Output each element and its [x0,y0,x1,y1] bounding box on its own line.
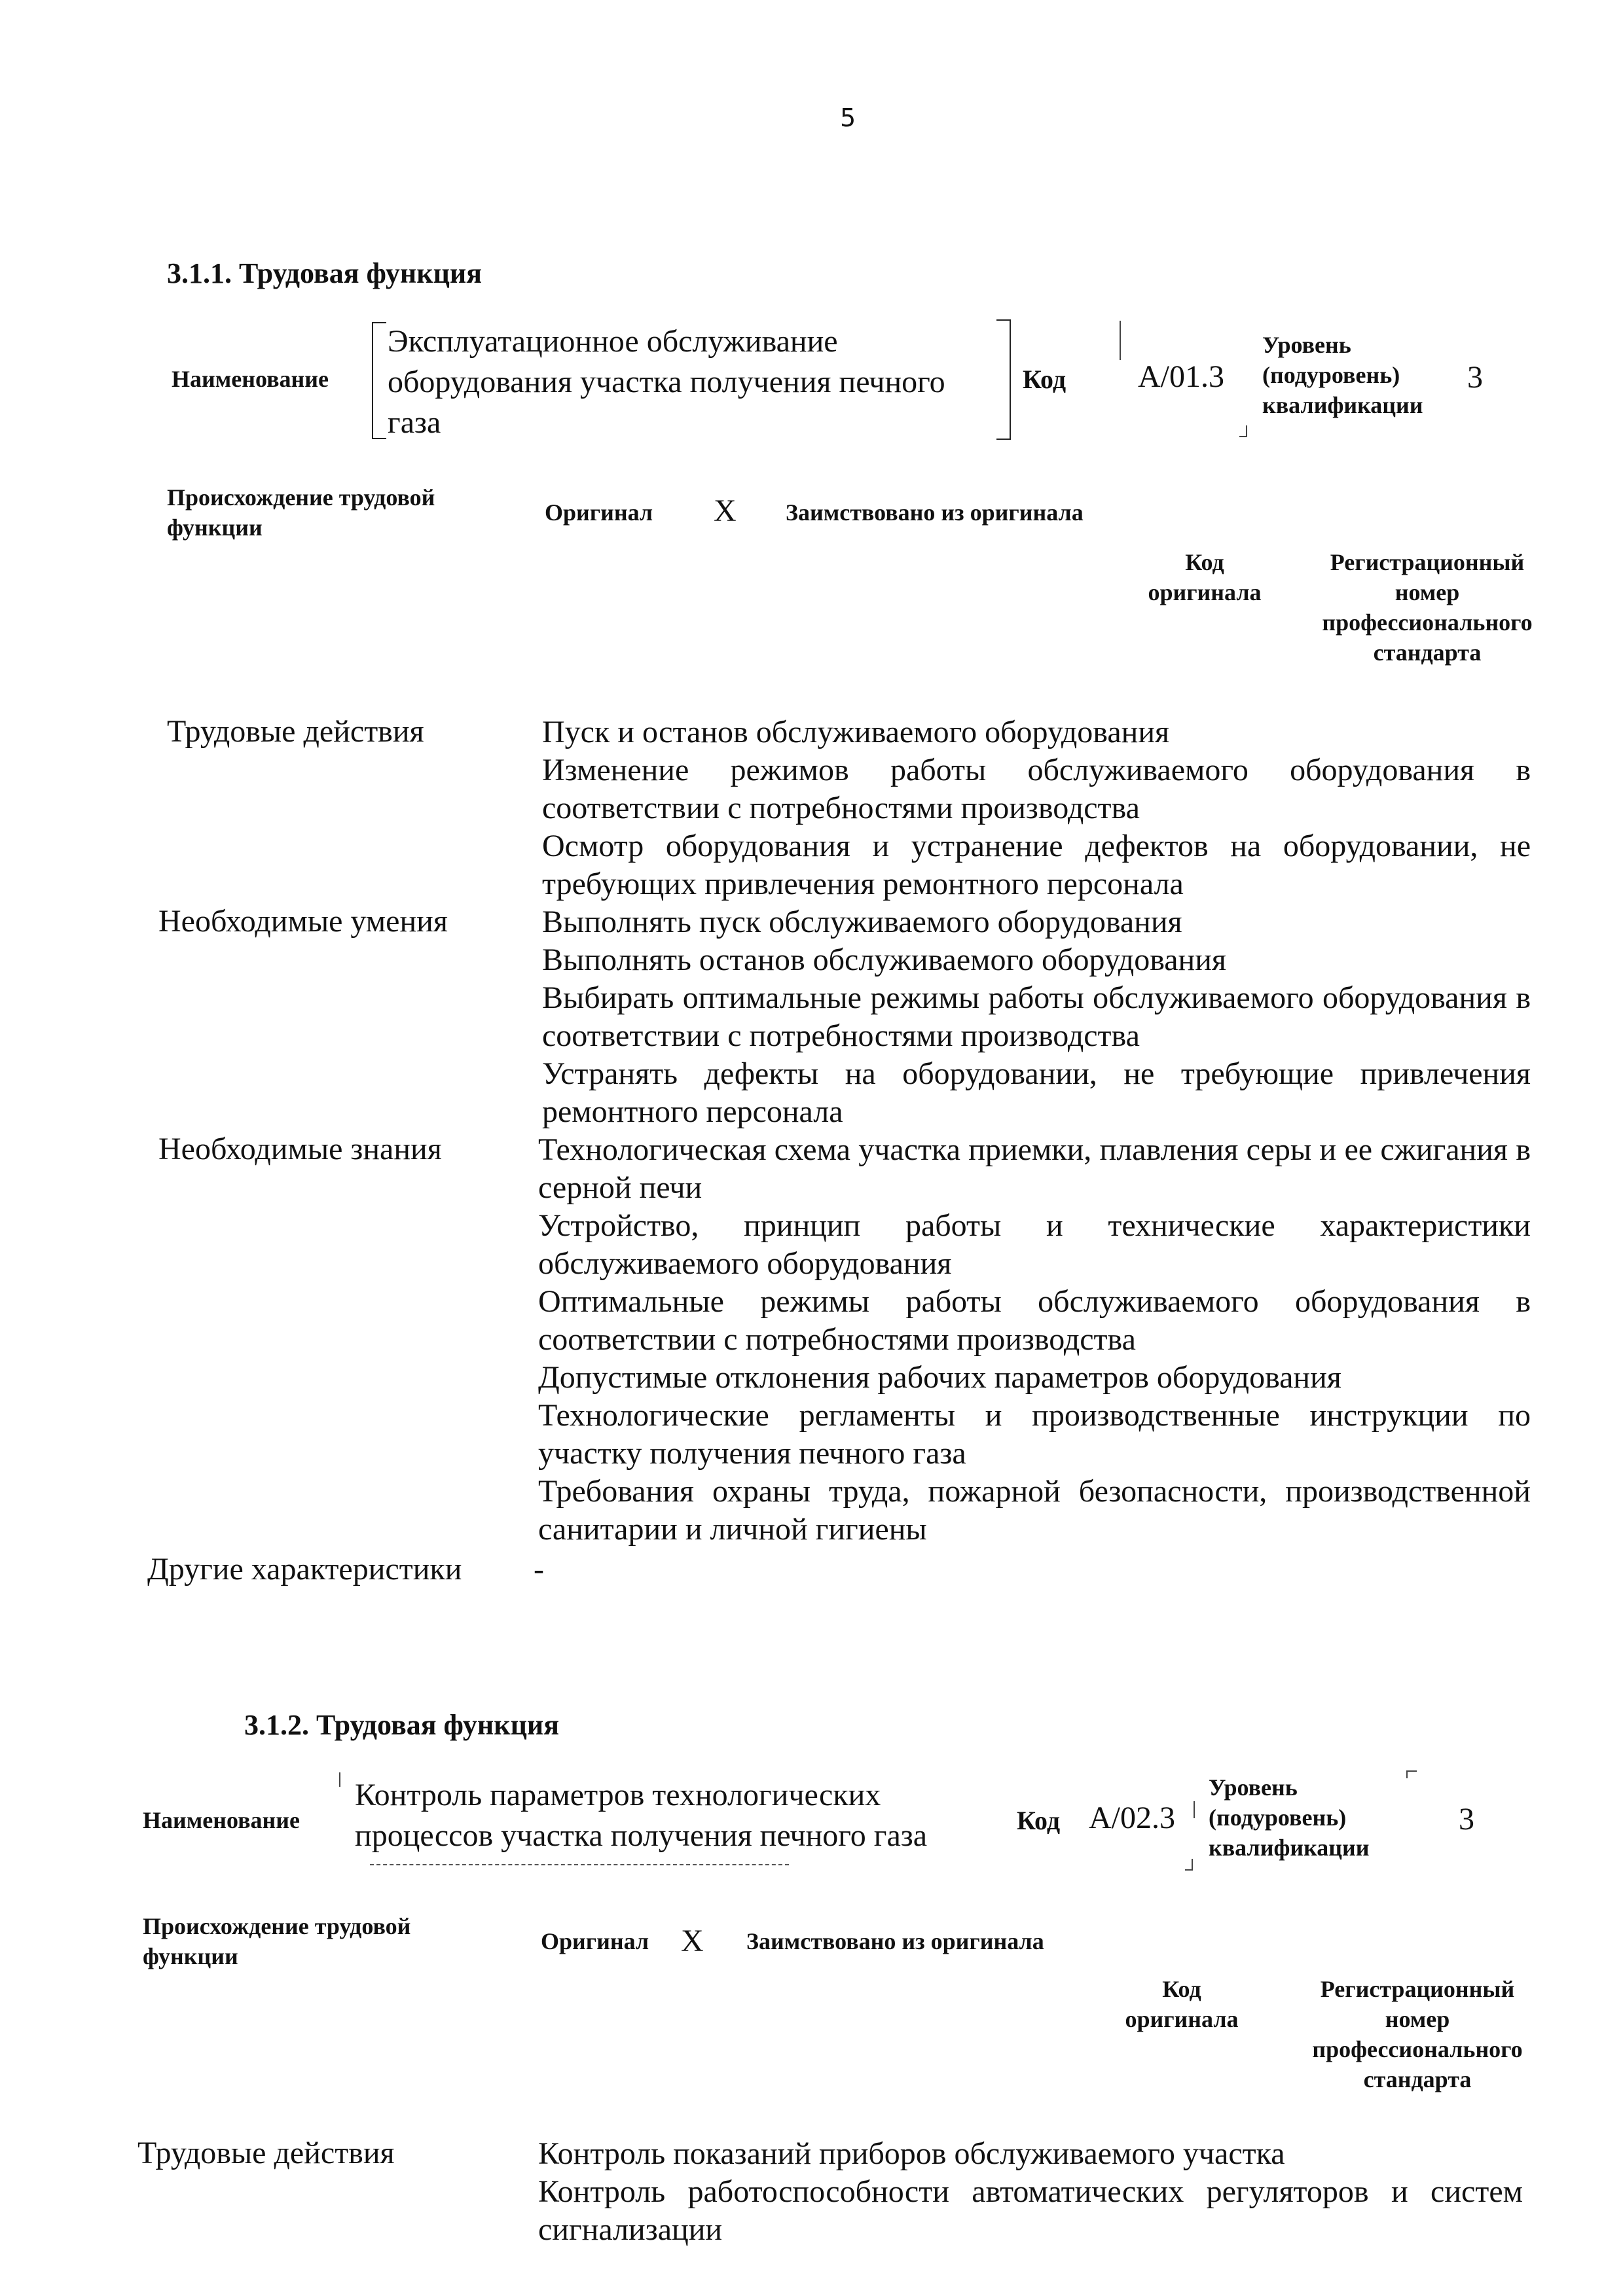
original-label: Оригинал [545,499,653,526]
name-tick [339,1772,340,1787]
origin-label: Происхождение трудовой функции [143,1913,411,1969]
list-item: Контроль показаний приборов обслуживаемого участка [538,2136,1285,2171]
code-corner [1239,425,1247,437]
list-item: Технологические регламенты и производственные инструкции по участку получения печного газа [538,1398,1531,1471]
level-label: Уровень (подуровень) квалификации [1262,332,1423,418]
list-item: Выполнять пуск обслуживаемого оборудования [542,905,1182,939]
list-item: Осмотр оборудования и устранение дефектов на оборудовании, не требующих привлечения ремонтного персонала [542,829,1531,901]
code-label: Код [1017,1806,1061,1835]
name-bracket-left [372,322,386,439]
name-label: Наименование [172,366,329,392]
list-item: Выбирать оптимальные режимы работы обслуживаемого оборудования в соответствии с потребностями производства [542,980,1531,1053]
name-bracket-right [996,319,1011,440]
borrowed-label: Заимствовано из оригинала [746,1928,1044,1954]
level-value: 3 [1459,1802,1474,1837]
knowledge-label: Необходимые знания [158,1132,442,1166]
list-item: Оптимальные режимы работы обслуживаемого оборудования в соответствии с потребностями производства [538,1284,1531,1357]
list-item: Технологическая схема участка приемки, плавления серы и ее сжигания в серной печи [538,1132,1531,1205]
origin-label: Происхождение трудовой функции [167,484,435,541]
code-original-label: Код оригинала [1148,549,1262,605]
list-item: Требования охраны труда, пожарной безопасности, производственной санитарии и личной гигиены [538,1474,1531,1547]
function-name: Эксплуатационное обслуживание оборудования участка получения печного газа [388,324,945,440]
code-corner [1185,1859,1193,1871]
code-original-label: Код оригинала [1125,1976,1239,2032]
function-name: Контроль параметров технологических процессов участка получения печного газа [355,1778,928,1853]
code-value: A/02.3 [1089,1801,1175,1835]
other-value: - [534,1552,544,1587]
section-title: 3.1.1. Трудовая функция [167,257,483,289]
list-item: Допустимые отклонения рабочих параметров оборудования [538,1360,1341,1395]
knowledge-list [538,1131,1531,1549]
other-label: Другие характеристики [147,1552,462,1587]
labor-actions-label: Трудовые действия [167,714,424,749]
code-tick [1194,1801,1195,1818]
labor-actions-label: Трудовые действия [137,2136,395,2170]
original-mark: X [681,1924,704,1958]
code-value: A/01.3 [1138,359,1224,394]
list-item: Изменение режимов работы обслуживаемого оборудования в соответствии с потребностями производства [542,753,1531,825]
code-tick [1120,321,1121,360]
level-corner [1406,1770,1417,1778]
list-item: Устройство, принцип работы и технические характеристики обслуживаемого оборудования [538,1208,1531,1281]
name-underline [370,1864,789,1865]
page-number: 5 [840,103,856,132]
borrowed-label: Заимствовано из оригинала [786,499,1084,526]
code-label: Код [1023,365,1067,394]
level-value: 3 [1467,360,1483,395]
list-item: Пуск и останов обслуживаемого оборудования [542,715,1170,749]
name-label: Наименование [143,1807,300,1833]
labor-actions-list [538,2135,1523,2249]
list-item: Контроль работоспособности автоматических регуляторов и систем сигнализации [538,2174,1523,2247]
registration-number-label: Регистрационный номер профессионального стандарта [1312,1976,1523,2092]
registration-number-label: Регистрационный номер профессионального стандарта [1322,549,1533,666]
list-item: Выполнять останов обслуживаемого оборудования [542,942,1227,977]
level-label: Уровень (подуровень) квалификации [1209,1774,1370,1861]
list-item: Устранять дефекты на оборудовании, не требующие привлечения ремонтного персонала [542,1056,1531,1129]
section-title: 3.1.2. Трудовая функция [244,1709,560,1741]
original-mark: X [714,493,737,528]
labor-actions-list [542,713,1531,903]
skills-label: Необходимые умения [158,904,448,939]
original-label: Оригинал [541,1928,649,1954]
skills-list [542,903,1531,1131]
